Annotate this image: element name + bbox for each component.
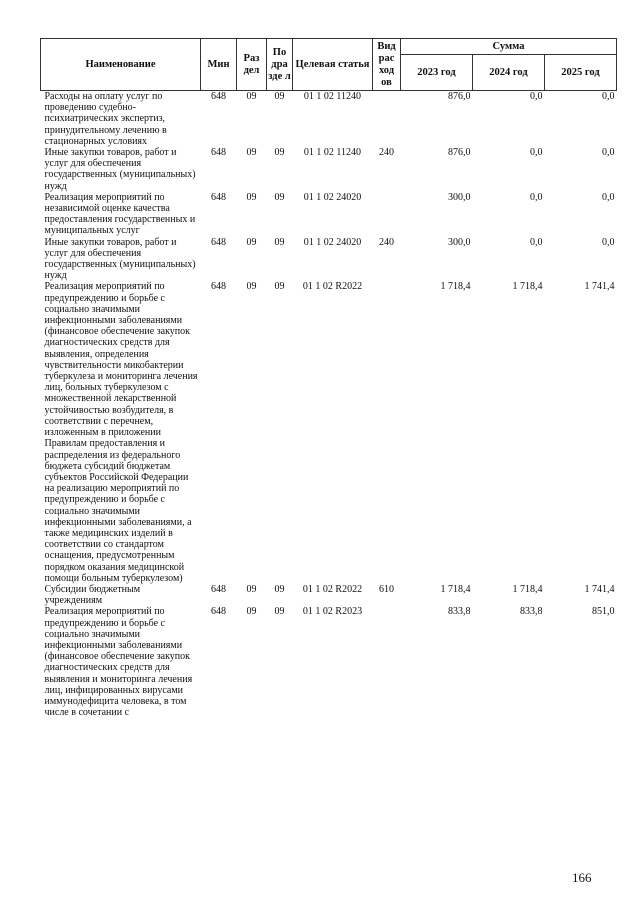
cell-vid xyxy=(373,281,401,583)
cell-vid xyxy=(373,192,401,237)
cell-razdel: 09 xyxy=(246,191,257,203)
cell-razdel: 09 xyxy=(246,236,257,248)
cell-name: Реализация мероприятий по предупреждению и борьбе с социально значимыми инфекционными заболеваниями (финансовое обеспечение закупок диагностических средств для выявления и мониторинга лечения лиц, инфицированных вирусами иммунодефицита человека, в том числе в сочетании с xyxy=(44,606,193,719)
header-y2024: 2024 год xyxy=(473,55,545,91)
header-min: Мин xyxy=(201,39,237,91)
page-number: 166 xyxy=(572,870,592,885)
budget-table-page xyxy=(40,38,616,718)
cell-y2025: 851,0 xyxy=(592,606,615,618)
cell-y2025: 0,0 xyxy=(602,147,615,159)
cell-y2023: 300,0 xyxy=(448,191,471,203)
cell-razdel: 09 xyxy=(246,281,257,293)
cell-podrazdel: 09 xyxy=(274,281,285,293)
cell-podrazdel: 09 xyxy=(274,606,285,618)
cell-name: Реализация мероприятий по независимой оценке качества предоставления государственных и муниципальных услуг xyxy=(44,191,196,237)
cell-y2024: 0,0 xyxy=(530,236,543,248)
cell-y2024: 0,0 xyxy=(530,91,543,102)
cell-min: 648 xyxy=(211,191,226,203)
cell-min: 648 xyxy=(211,147,226,159)
table-row xyxy=(41,91,617,148)
header-y2025: 2025 год xyxy=(545,55,617,91)
cell-name: Иные закупки товаров, работ и услуг для обеспечения государственных (муниципальных) нужд xyxy=(44,147,196,192)
cell-razdel: 09 xyxy=(246,91,257,102)
cell-y2024: 0,0 xyxy=(530,191,543,203)
table-body xyxy=(41,91,617,719)
table-row xyxy=(41,192,617,237)
header-target: Целевая статья xyxy=(293,39,373,91)
cell-y2024: 1 718,4 xyxy=(512,583,543,595)
cell-target: 01 1 02 11240 xyxy=(303,91,362,102)
header-razdel: Раз дел xyxy=(237,39,267,91)
cell-y2023: 833,8 xyxy=(448,606,471,618)
cell-razdel: 09 xyxy=(246,583,257,595)
cell-y2024: 833,8 xyxy=(520,606,543,618)
header-podrazdel: По дра зде л xyxy=(267,39,293,91)
cell-y2025: 0,0 xyxy=(602,191,615,203)
cell-name: Субсидии бюджетным учреждениям xyxy=(44,583,141,607)
cell-y2025: 0,0 xyxy=(602,91,615,102)
budget-table xyxy=(40,38,617,718)
cell-min: 648 xyxy=(211,236,226,248)
cell-podrazdel: 09 xyxy=(274,147,285,159)
cell-y2025: 0,0 xyxy=(602,236,615,248)
cell-target: 01 1 02 11240 xyxy=(303,147,362,159)
header-y2023: 2023 год xyxy=(401,55,473,91)
header-vid: Вид рас ход ов xyxy=(373,39,401,91)
header-sum: Сумма xyxy=(401,39,617,55)
cell-target: 01 1 02 24020 xyxy=(303,236,362,248)
cell-y2023: 1 718,4 xyxy=(440,583,471,595)
cell-name: Расходы на оплату услуг по проведению судебно-психиатрических экспертиз, принудительному лечению в стационарных условиях xyxy=(44,91,167,147)
cell-y2024: 0,0 xyxy=(530,147,543,159)
cell-min: 648 xyxy=(211,606,226,618)
cell-target: 01 1 02 R2022 xyxy=(302,281,363,293)
cell-vid xyxy=(373,91,401,148)
header-name: Наименование xyxy=(41,39,201,91)
cell-target: 01 1 02 R2022 xyxy=(302,583,363,595)
cell-name: Реализация мероприятий по предупреждению и борьбе с социально значимыми инфекционными заболеваниями (финансовое обеспечение закупок диагностических средств для выявления, определения чувствительности микобактерии туберкулеза и мониторинга лечения лиц, больных туберкулезом с множественной лекарственной устойчивостью возбудителя, в соответствии с перечнем, изложенным в приложении Правилам предоставления и распределения из федерального бюджета субсидий бюджетам субъектов Российской Федерации на реализацию мероприятий по предупреждению и борьбе с социально значимыми инфекционными заболеваниями, а также медицинских изделий в соответствии со стандартом оснащения, предусмотренным порядком оказания медицинской помощи больным туберкулезом) xyxy=(44,281,198,584)
cell-y2023: 876,0 xyxy=(448,147,471,159)
cell-podrazdel: 09 xyxy=(274,583,285,595)
cell-target: 01 1 02 24020 xyxy=(303,191,362,203)
cell-vid: 240 xyxy=(379,147,394,159)
table-header xyxy=(41,39,617,91)
cell-vid xyxy=(373,606,401,718)
table-row xyxy=(41,281,617,583)
table-row xyxy=(41,237,617,282)
cell-y2023: 876,0 xyxy=(448,91,471,102)
cell-name: Иные закупки товаров, работ и услуг для обеспечения государственных (муниципальных) нужд xyxy=(44,236,196,282)
table-row xyxy=(41,584,617,606)
table-row xyxy=(41,147,617,192)
cell-razdel: 09 xyxy=(246,606,257,618)
cell-y2024: 1 718,4 xyxy=(512,281,543,293)
cell-y2025: 1 741,4 xyxy=(584,281,615,293)
cell-min: 648 xyxy=(211,281,226,293)
cell-y2025: 1 741,4 xyxy=(584,583,615,595)
cell-vid: 240 xyxy=(379,236,394,248)
cell-razdel: 09 xyxy=(246,147,257,159)
cell-podrazdel: 09 xyxy=(274,236,285,248)
cell-target: 01 1 02 R2023 xyxy=(302,606,363,618)
table-row xyxy=(41,606,617,718)
cell-podrazdel: 09 xyxy=(274,191,285,203)
cell-y2023: 300,0 xyxy=(448,236,471,248)
cell-min: 648 xyxy=(211,91,226,102)
cell-min: 648 xyxy=(211,583,226,595)
cell-y2023: 1 718,4 xyxy=(440,281,471,293)
cell-podrazdel: 09 xyxy=(274,91,285,102)
cell-vid: 610 xyxy=(379,583,394,595)
